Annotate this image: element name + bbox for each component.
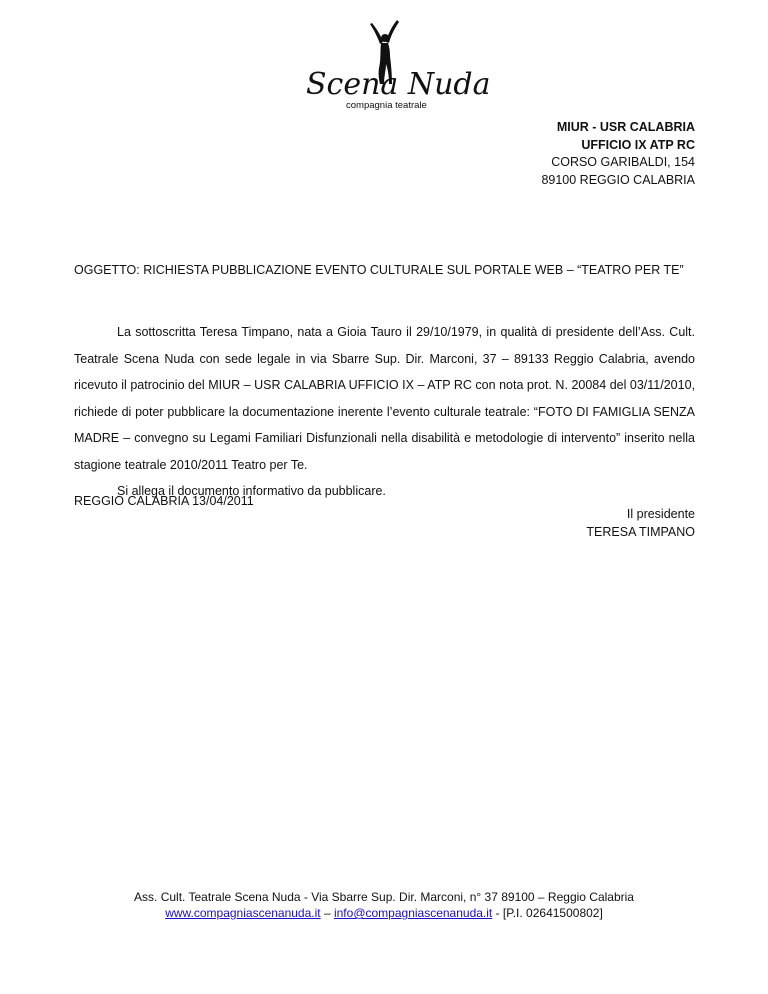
logo-graphic (300, 14, 491, 114)
signature-role: Il presidente (626, 507, 695, 521)
letter-body (74, 319, 695, 505)
recipient-address (395, 119, 695, 189)
website-link[interactable]: www.compagniascenanuda.it (165, 906, 321, 920)
letter-subject: OGGETTO: RICHIESTA PUBBLICAZIONE EVENTO CULTURALE SUL PORTALE WEB – “TEATRO PER TE” (74, 263, 684, 277)
body-paragraph-2: Si allega il documento informativo da pubblicare. (117, 484, 386, 498)
signature-block (395, 506, 695, 541)
recipient-line-4: 89100 REGGIO CALABRIA (541, 172, 695, 187)
scena-nuda-logo (300, 14, 491, 114)
recipient-line-2: UFFICIO IX ATP RC (581, 137, 695, 152)
email-link[interactable]: info@compagniascenanuda.it (333, 906, 493, 920)
footer-vat: - [P.I. 02641500802] (492, 906, 603, 920)
logo-text-main: Scena Nuda (306, 67, 491, 102)
recipient-line-3: CORSO GARIBALDI, 154 (551, 155, 695, 169)
footer-contacts (0, 905, 768, 921)
footer-separator: – (320, 906, 334, 920)
letter-date: REGGIO CALABRIA 13/04/2011 (74, 494, 254, 508)
signature-name: TERESA TIMPANO (586, 524, 695, 539)
recipient-line-1: MIUR - USR CALABRIA (556, 120, 695, 134)
letter-footer (0, 889, 768, 921)
body-paragraph-1: La sottoscritta Teresa Timpano, nata a Gioia Tauro il 29/10/1979, in qualità di presidente dell’Ass. Cult. Teatrale Scena Nuda con sede legale in via Sbarre Sup. Dir. Marconi, 37 – 89133 Reggio Calabria, avendo ricevuto il patrocinio del MIUR – USR CALABRIA UFFICIO IX – ATP RC con nota prot. N. 20084 del 03/11/2010, richiede di poter pubblicare la documentazione inerente l’evento culturale teatrale: “FOTO DI FAMIGLIA SENZA MADRE – convegno su Legami Familiari Disfunzionali nella disabilità e metodologie di intervento” inserito nella stagione teatrale 2010/2011 Teatro per Te. (74, 325, 695, 472)
footer-address: Ass. Cult. Teatrale Scena Nuda - Via Sbarre Sup. Dir. Marconi, n° 37 89100 – Reggio Calabria (134, 890, 634, 904)
logo-text-sub: compagnia teatrale (346, 100, 427, 111)
